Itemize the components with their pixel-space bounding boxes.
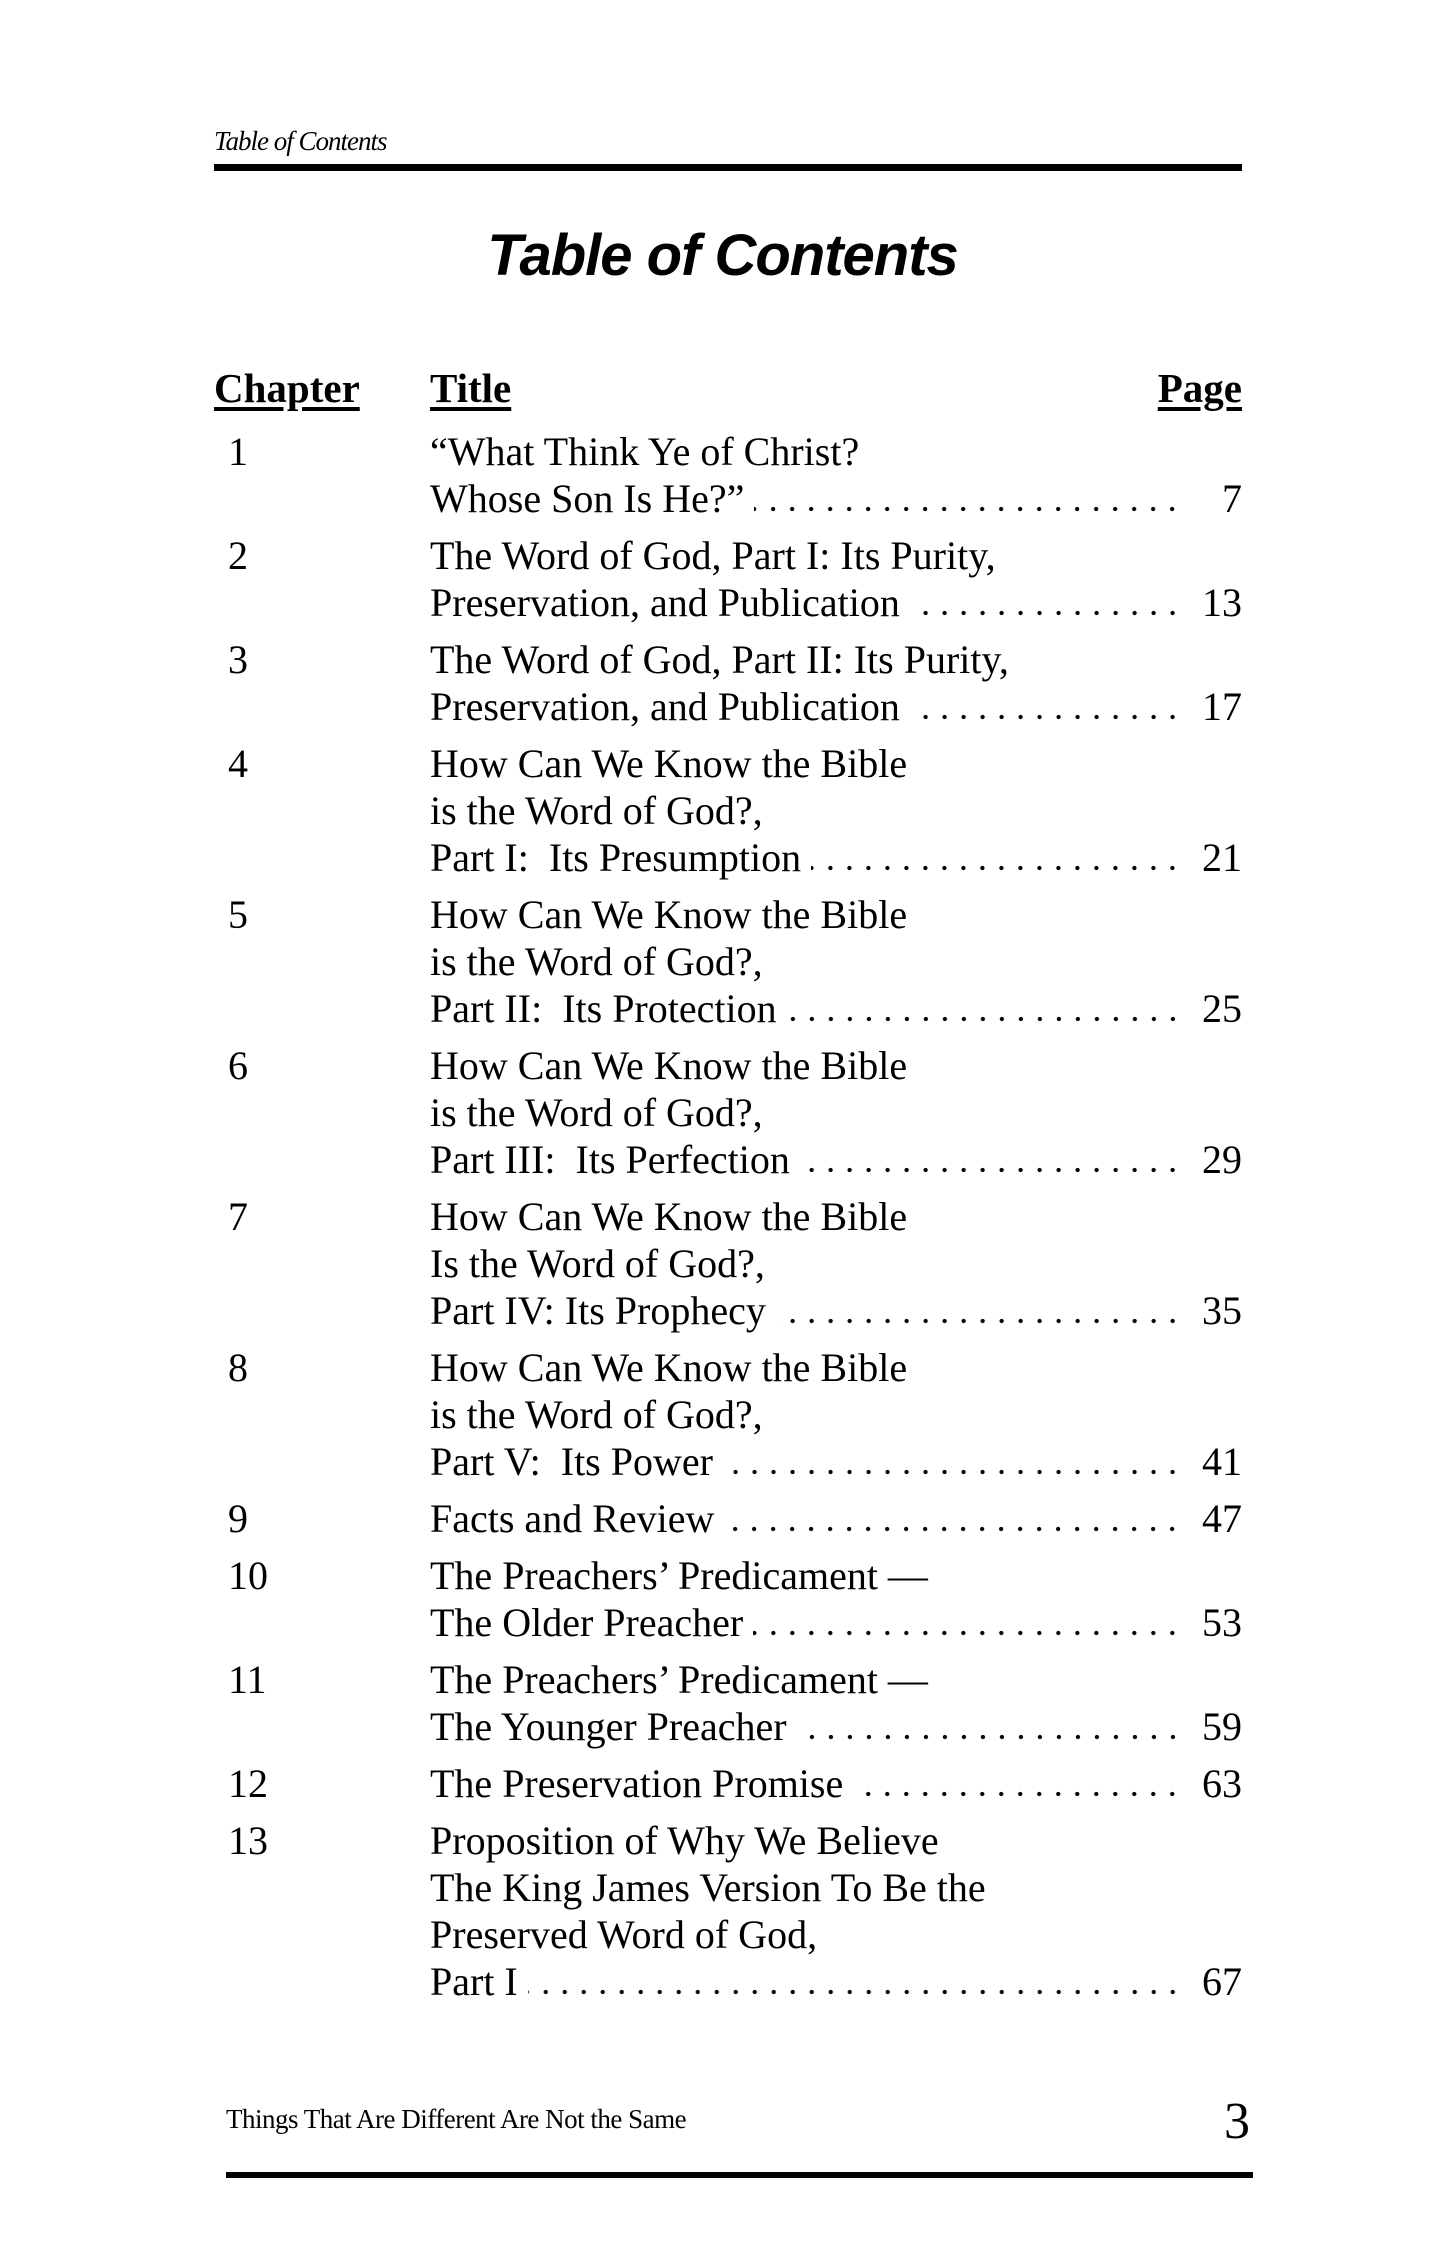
chapter-title xyxy=(430,1495,1242,1542)
chapter-title xyxy=(430,532,1242,626)
chapter-title xyxy=(430,1344,1242,1485)
chapter-title xyxy=(430,1760,1242,1807)
toc-entry[interactable] xyxy=(214,1344,1242,1485)
chapter-title-row xyxy=(430,683,1242,730)
chapter-title xyxy=(430,1042,1242,1183)
chapter-title-line: The Preachers’ Predicament — xyxy=(430,1553,928,1598)
dot-leader xyxy=(910,579,1182,626)
chapter-title-row xyxy=(430,1193,1242,1240)
chapter-title-line: How Can We Know the Bible xyxy=(430,1043,908,1088)
chapter-title-line: Is the Word of God?, xyxy=(430,1241,765,1286)
chapter-number: 13 xyxy=(228,1818,268,1863)
toc-entry[interactable] xyxy=(214,740,1242,881)
chapter-title-row xyxy=(430,579,1242,626)
chapter-title-row xyxy=(430,787,1242,834)
chapter-title-line: Part V: Its Power xyxy=(430,1439,713,1484)
chapter-number: 7 xyxy=(228,1194,248,1239)
chapter-title-line: How Can We Know the Bible xyxy=(430,892,908,937)
dot-leader xyxy=(724,1495,1182,1542)
chapter-title-row xyxy=(430,1287,1242,1334)
chapter-title-line: How Can We Know the Bible xyxy=(430,1345,908,1390)
page-number: 21 xyxy=(1202,835,1242,880)
dot-leader xyxy=(797,1703,1182,1750)
chapter-title-row xyxy=(430,532,1242,579)
chapter-title-row xyxy=(430,1703,1242,1750)
dot-leader xyxy=(776,1287,1182,1334)
chapter-title xyxy=(430,891,1242,1032)
chapter-title-row xyxy=(430,938,1242,985)
chapter-title-row xyxy=(430,891,1242,938)
dot-leader xyxy=(811,834,1182,881)
page-number: 7 xyxy=(1222,476,1242,521)
chapter-title-row xyxy=(430,834,1242,881)
chapter-title-row xyxy=(430,1760,1242,1807)
toc-entry[interactable] xyxy=(214,1042,1242,1183)
chapter-number: 9 xyxy=(228,1496,248,1541)
chapter-title-row xyxy=(430,1495,1242,1542)
chapter-title-row xyxy=(430,1817,1242,1864)
chapter-number: 1 xyxy=(228,429,248,474)
chapter-number: 11 xyxy=(228,1657,267,1702)
toc-entry[interactable] xyxy=(214,636,1242,730)
page-number: 63 xyxy=(1202,1761,1242,1806)
chapter-title-row xyxy=(430,636,1242,683)
dot-leader xyxy=(723,1438,1182,1485)
chapter-title-line: is the Word of God?, xyxy=(430,788,763,833)
footer-rule xyxy=(226,2172,1253,2178)
chapter-title-row xyxy=(430,740,1242,787)
toc-entry[interactable] xyxy=(214,1193,1242,1334)
chapter-title-line: Part IV: Its Prophecy xyxy=(430,1288,766,1333)
chapter-title xyxy=(430,1193,1242,1334)
chapter-title xyxy=(430,428,1242,522)
page-number: 35 xyxy=(1202,1288,1242,1333)
chapter-number: 8 xyxy=(228,1345,248,1390)
chapter-title-line: “What Think Ye of Christ? xyxy=(430,429,860,474)
chapter-title xyxy=(430,1817,1242,2005)
chapter-title-line: Proposition of Why We Believe xyxy=(430,1818,939,1863)
chapter-title-row xyxy=(430,1391,1242,1438)
chapter-title-row xyxy=(430,1911,1242,1958)
toc-entry[interactable] xyxy=(214,1495,1242,1542)
chapter-title-line: is the Word of God?, xyxy=(430,1392,763,1437)
chapter-number: 6 xyxy=(228,1043,248,1088)
page-number: 29 xyxy=(1202,1137,1242,1182)
page-title: Table of Contents xyxy=(487,223,958,288)
chapter-title-line: is the Word of God?, xyxy=(430,939,763,984)
page-number: 59 xyxy=(1202,1704,1242,1749)
chapter-title-row xyxy=(430,1240,1242,1287)
dot-leader xyxy=(528,1958,1182,2005)
dot-leader xyxy=(910,683,1182,730)
page-number: 67 xyxy=(1202,1959,1242,2004)
dot-leader xyxy=(753,1599,1182,1646)
toc-entry[interactable] xyxy=(214,1760,1242,1807)
chapter-title-row xyxy=(430,1599,1242,1646)
chapter-title-line: is the Word of God?, xyxy=(430,1090,763,1135)
chapter-number: 10 xyxy=(228,1553,268,1598)
chapter-title-row xyxy=(430,1089,1242,1136)
chapter-title-row xyxy=(430,1552,1242,1599)
chapter-title-line: The Preachers’ Predicament — xyxy=(430,1657,928,1702)
chapter-title-line: Preserved Word of God, xyxy=(430,1912,818,1957)
chapter-title-line: The Word of God, Part I: Its Purity, xyxy=(430,533,996,578)
chapter-title xyxy=(430,1552,1242,1646)
column-header-page: Page xyxy=(1157,365,1242,411)
chapter-title-row xyxy=(430,1656,1242,1703)
chapter-title xyxy=(430,1656,1242,1750)
toc-list xyxy=(214,428,1242,2015)
chapter-title-row xyxy=(430,1958,1242,2005)
toc-entry[interactable] xyxy=(214,1656,1242,1750)
running-head: Table of Contents xyxy=(214,126,387,156)
page-number: 13 xyxy=(1202,580,1242,625)
dot-leader xyxy=(853,1760,1182,1807)
toc-entry[interactable] xyxy=(214,1817,1242,2005)
column-header-chapter: Chapter xyxy=(214,365,360,411)
chapter-title-line: The Older Preacher xyxy=(430,1600,744,1645)
chapter-title-line: Part I: Its Presumption xyxy=(430,835,802,880)
footer-book-title: Things That Are Different Are Not the Same xyxy=(226,2104,687,2134)
page-number: 47 xyxy=(1202,1496,1242,1541)
chapter-title-row xyxy=(430,1344,1242,1391)
chapter-number: 4 xyxy=(228,741,248,786)
chapter-title-row xyxy=(430,1864,1242,1911)
page-number: 41 xyxy=(1202,1439,1242,1484)
chapter-title-row xyxy=(430,1438,1242,1485)
toc-entry[interactable] xyxy=(214,428,1242,522)
chapter-number: 2 xyxy=(228,533,248,578)
chapter-title-row xyxy=(430,1136,1242,1183)
chapter-number: 3 xyxy=(228,637,248,682)
chapter-title xyxy=(430,636,1242,730)
chapter-title-line: The King James Version To Be the xyxy=(430,1865,986,1910)
header-rule xyxy=(214,164,1242,171)
chapter-title-row xyxy=(430,428,1242,475)
page-number: 53 xyxy=(1202,1600,1242,1645)
chapter-title-line: How Can We Know the Bible xyxy=(430,741,908,786)
chapter-title-line: The Younger Preacher xyxy=(430,1704,787,1749)
chapter-title-row xyxy=(430,985,1242,1032)
dot-leader xyxy=(754,475,1182,522)
dot-leader xyxy=(787,985,1182,1032)
chapter-title-row xyxy=(430,475,1242,522)
chapter-title-line: How Can We Know the Bible xyxy=(430,1194,908,1239)
chapter-title-line: Part III: Its Perfection xyxy=(430,1137,790,1182)
chapter-title-line: Preservation, and Publication xyxy=(430,684,900,729)
toc-entry[interactable] xyxy=(214,891,1242,1032)
page-number: 17 xyxy=(1202,684,1242,729)
chapter-title-line: The Preservation Promise xyxy=(430,1761,844,1806)
chapter-number: 5 xyxy=(228,892,248,937)
footer-page-number: 3 xyxy=(1224,2093,1250,2150)
toc-entry[interactable] xyxy=(214,1552,1242,1646)
toc-entry[interactable] xyxy=(214,532,1242,626)
chapter-title-line: Whose Son Is He?” xyxy=(430,476,745,521)
chapter-title-line: Preservation, and Publication xyxy=(430,580,900,625)
column-header-title: Title xyxy=(430,365,512,411)
chapter-title-row xyxy=(430,1042,1242,1089)
chapter-title-line: Facts and Review xyxy=(430,1496,715,1541)
chapter-title-line: Part II: Its Protection xyxy=(430,986,777,1031)
chapter-title-line: The Word of God, Part II: Its Purity, xyxy=(430,637,1009,682)
page-number: 25 xyxy=(1202,986,1242,1031)
dot-leader xyxy=(800,1136,1182,1183)
chapter-title xyxy=(430,740,1242,881)
chapter-number: 12 xyxy=(228,1761,268,1806)
chapter-title-line: Part I xyxy=(430,1959,518,2004)
